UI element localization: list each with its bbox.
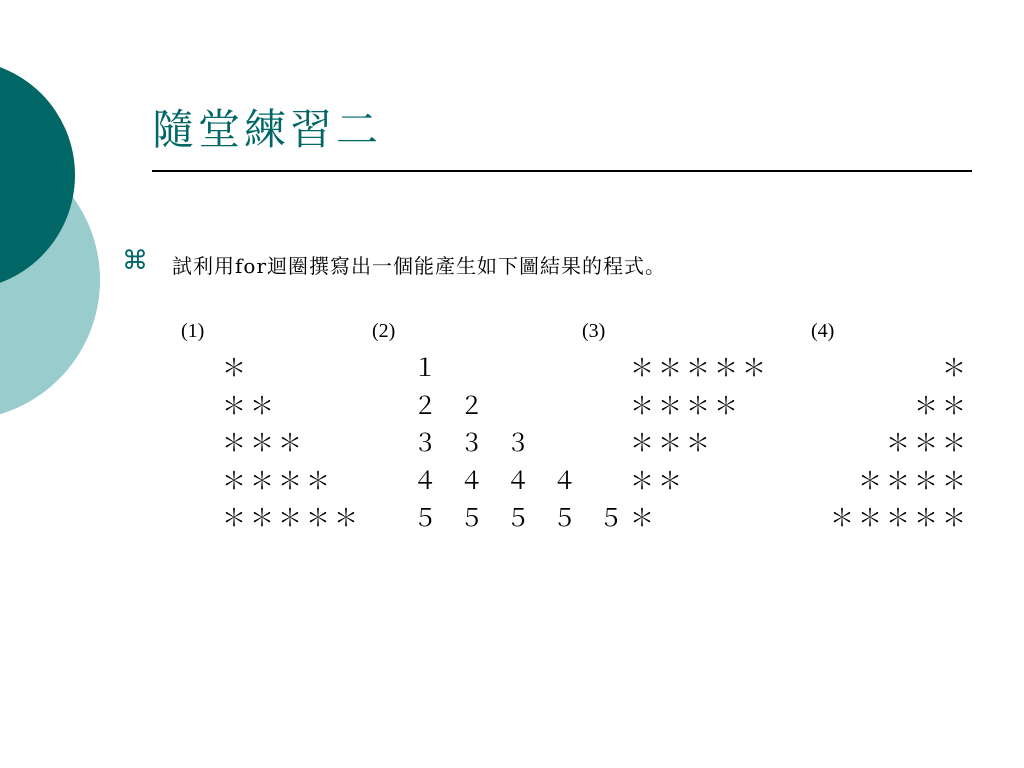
pattern-2-row: ４ ４ ４ ４ [413, 466, 581, 495]
pattern-4-label: (4) [811, 320, 835, 342]
pattern-1-label: (1) [181, 320, 205, 342]
pattern-2-row: １ [413, 354, 441, 382]
pattern-3-row: ＊ [630, 504, 658, 532]
pattern-1-output [222, 350, 362, 538]
pattern-4-row: ＊ [942, 354, 970, 382]
pattern-4-output [820, 350, 970, 538]
pattern-3-row: ＊＊ [630, 466, 686, 495]
decorative-circles [0, 0, 110, 420]
exercise-prompt: 試利用for迴圈撰寫出一個能產生如下圖結果的程式。 [172, 254, 667, 278]
pattern-4-row: ＊＊＊＊＊ [830, 504, 970, 532]
pattern-2-row: ３ ３ ３ [413, 429, 534, 457]
pattern-4-row: ＊＊ [914, 391, 970, 420]
pattern-4-row: ＊＊＊ [886, 429, 970, 457]
pattern-3-row: ＊＊＊ [630, 429, 714, 457]
pattern-2-row: ２ ２ [413, 391, 488, 420]
pattern-4-row: ＊＊＊＊ [858, 466, 970, 495]
pattern-1-row: ＊ [222, 354, 250, 382]
title-divider [152, 170, 972, 172]
pattern-3-label: (3) [582, 320, 606, 342]
pattern-1-row: ＊＊ [222, 391, 278, 420]
bullet-icon: ⌘ [122, 246, 148, 276]
pattern-1-row: ＊＊＊ [222, 429, 306, 457]
pattern-2-label: (2) [372, 320, 396, 342]
pattern-1-row: ＊＊＊＊＊ [222, 504, 362, 532]
pattern-3-output [630, 350, 770, 538]
pattern-3-row: ＊＊＊＊＊ [630, 354, 770, 382]
pattern-1-row: ＊＊＊＊ [222, 466, 334, 495]
pattern-3-row: ＊＊＊＊ [630, 391, 742, 420]
pattern-2-row: ５ ５ ５ ５ ５ [413, 504, 627, 532]
slide-title: 隨堂練習二 [152, 105, 383, 154]
pattern-2-output [413, 350, 627, 538]
